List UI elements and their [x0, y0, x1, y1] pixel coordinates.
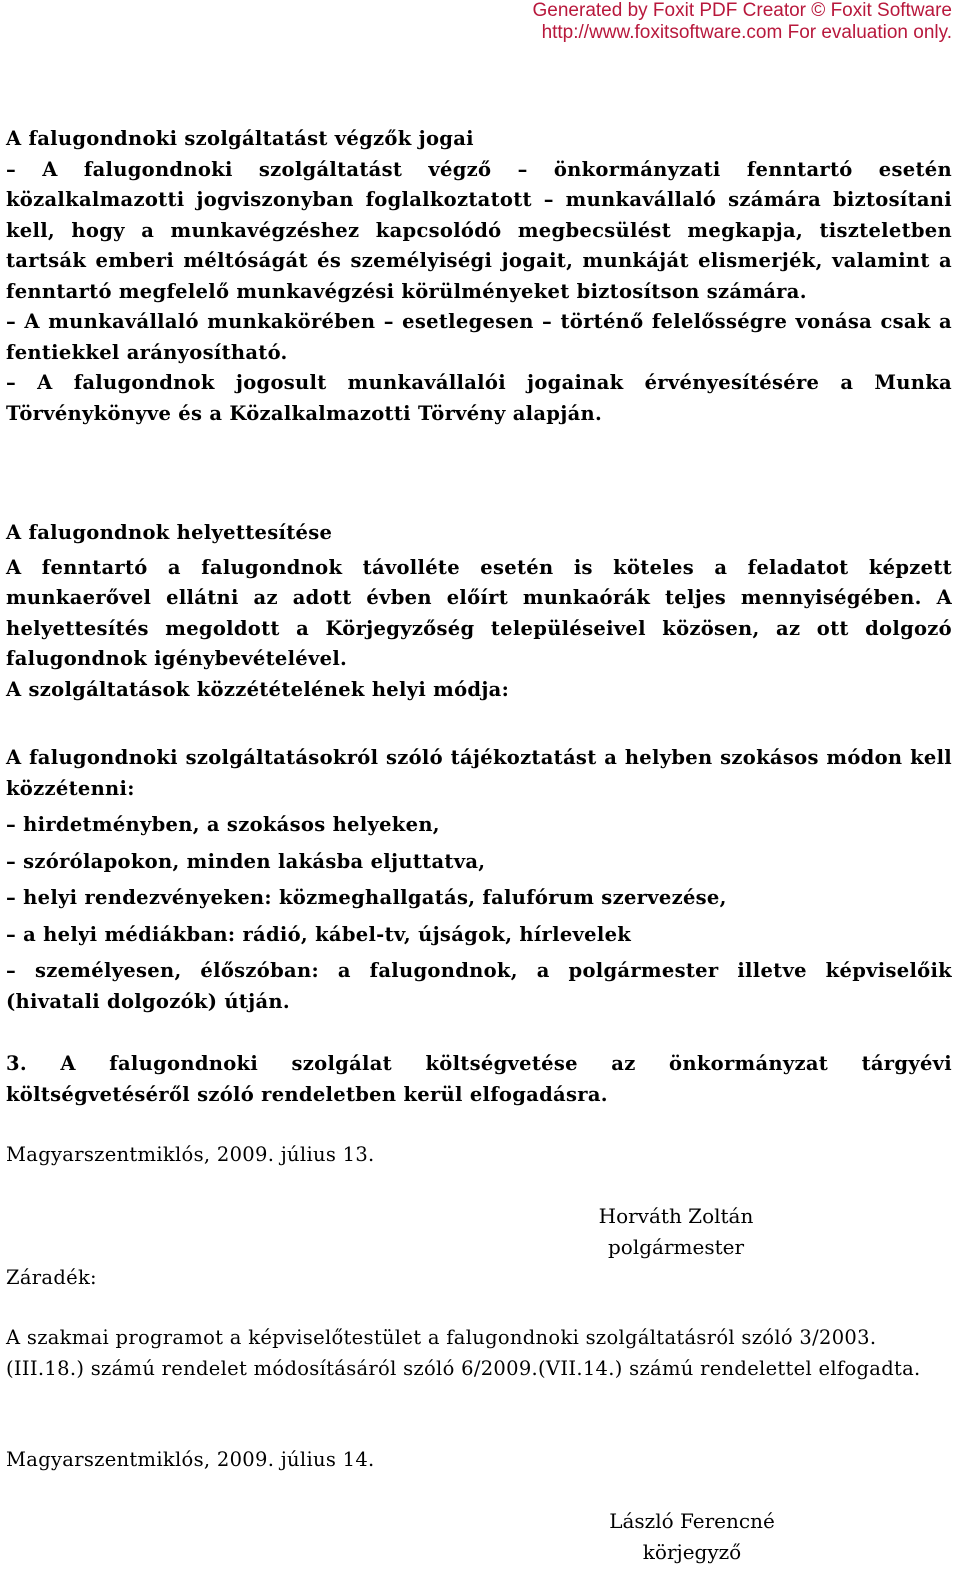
date-line-1: [6, 1140, 952, 1171]
notary-title: körjegyző: [642, 1539, 742, 1564]
section-heading: A falugondnok helyettesítése: [6, 521, 333, 544]
section-rights: [6, 124, 952, 429]
date-text: Magyarszentmiklós, 2009. július 13.: [6, 1143, 375, 1166]
clause-block: [6, 1323, 952, 1384]
list-item: – helyi rendezvényeken: közmeghallgatás, falufórum szervezése,: [6, 886, 727, 909]
mayor-title: polgármester: [607, 1234, 745, 1259]
foxit-watermark: [432, 0, 952, 44]
paragraph: A fenntartó a falugondnok távolléte esetén is köteles a feladatot képzett munkaerővel ellátni az adott évben előírt munkaórák teljes mennyiségében. A helyettesítés megoldott a Körjegyzőség településeivel közösen, az ott dolgozó falugondnok igénybevételével.: [6, 555, 952, 670]
section-substitution: [6, 518, 952, 705]
section-heading: A szolgáltatások közzétételének helyi módja:: [6, 677, 510, 701]
paragraph: A falugondnoki szolgáltatásokról szóló tájékoztatást a helyben szokásos módon kell közzétenni:: [6, 746, 952, 800]
notary-name: László Ferencné: [609, 1509, 775, 1533]
list-item: – szórólapokon, minden lakásba eljuttatva,: [6, 849, 486, 873]
list-item: – hirdetményben, a szokásos helyeken,: [6, 813, 440, 836]
date-line-2: [6, 1445, 952, 1476]
clause-label-text: Záradék:: [6, 1266, 97, 1289]
clause-text: A szakmai programot a képviselőtestület a falugondnoki szolgáltatásról szóló 3/2003.(III.18.) számú rendelet módosításáról szóló 6/2009.(VII.14.) számú rendelettel elfogadta.: [6, 1326, 921, 1380]
watermark-line-1: Generated by Foxit PDF Creator © Foxit Software: [532, 0, 952, 21]
section-publication: [6, 743, 952, 1017]
mayor-signature-block: [546, 1201, 806, 1262]
notary-signature-block: [562, 1506, 822, 1567]
list-item: – a helyi médiákban: rádió, kábel-tv, újságok, hírlevelek: [6, 922, 632, 946]
paragraph: – A falugondnoki szolgáltatást végző – önkormányzati fenntartó esetén közalkalmazotti jogviszonyban foglalkoztatott – munkavállaló számára biztosítani kell, hogy a munkavégzéshez kapcsolódó megbecsülést megkapja, tiszteletben tartsák emberi méltóságát és személyiségi jogait, munkáját elismerjék, valamint a fenntartó megfelelő munkavégzési körülményeket biztosítson számára.: [6, 157, 952, 303]
watermark-line-2: http://www.foxitsoftware.com For evaluation only.: [541, 22, 952, 43]
section-budget: [6, 1049, 952, 1110]
mayor-name: Horváth Zoltán: [598, 1204, 754, 1228]
paragraph: – A falugondnok jogosult munkavállalói jogainak érvényesítésére a Munka Törvénykönyve és a Közalkalmazotti Törvény alapján.: [6, 371, 952, 425]
clause-label: [6, 1263, 952, 1294]
date-text: Magyarszentmiklós, 2009. július 14.: [6, 1448, 375, 1471]
list-item: – személyesen, élőszóban: a falugondnok, a polgármester illetve képviselőik (hivatali dolgozók) útján.: [6, 959, 952, 1013]
section-heading: A falugondnoki szolgáltatást végzők jogai: [6, 127, 474, 150]
paragraph: 3. A falugondnoki szolgálat költségvetése az önkormányzat tárgyévi költségvetéséről szóló rendeletben kerül elfogadásra.: [6, 1052, 952, 1106]
paragraph: – A munkavállaló munkakörében – esetlegesen – történő felelősségre vonása csak a fentiekkel arányosítható.: [6, 310, 952, 364]
